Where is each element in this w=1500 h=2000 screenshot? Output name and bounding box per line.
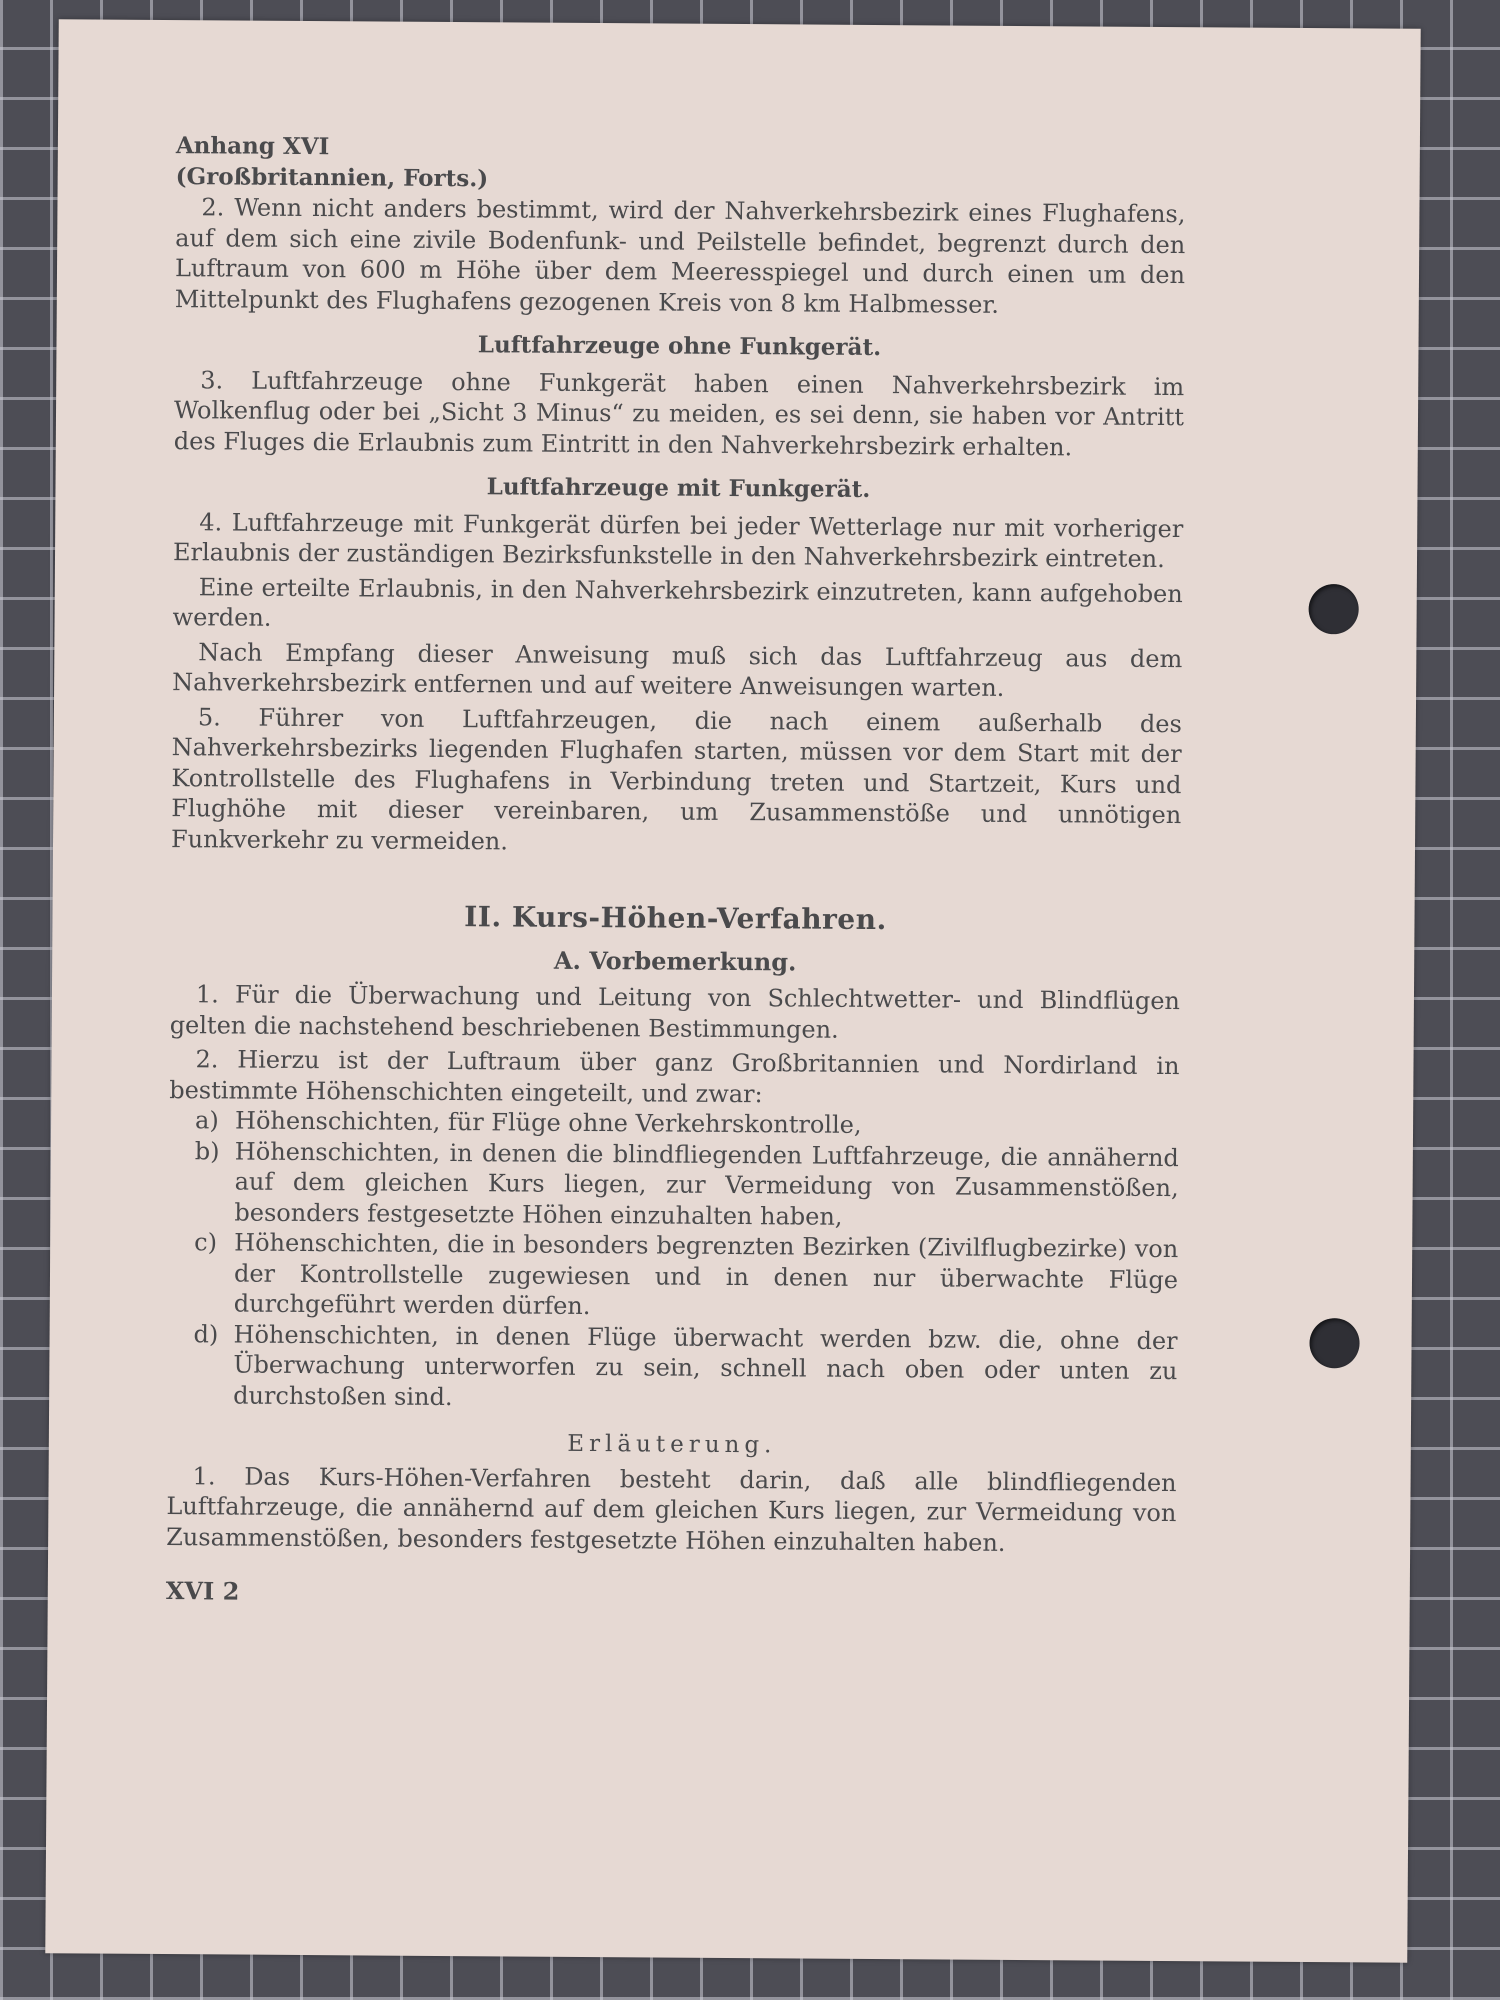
list-item-marker: a) <box>194 1106 219 1135</box>
heading-mit-funkgeraet: Luftfahrzeuge mit Funkgerät. <box>486 473 871 503</box>
list-item-text: Höhenschichten, die in besonders begrenzten Bezirken (Zivilflugbezirke) von der Kontrollstelle zugewiesen und in denen nur überwachte Flüge durchgeführt werden dürfen. <box>233 1228 1179 1321</box>
paragraph-4c: Nach Empfang dieser Anweisung muß sich das Luftfahrzeug aus dem Nahverkehrsbezirk entfernen und auf weitere Anweisungen warten. <box>172 637 1183 702</box>
paragraph-4: 4. Luftfahrzeuge mit Funkgerät dürfen bei jeder Wetterlage nur mit vorheriger Erlaubnis der zuständigen Bezirksfunkstelle in den Nahverkehrsbezirk eintreten. <box>172 507 1184 574</box>
section-paragraph-1: 1. Für die Überwachung und Leitung von Schlechtwetter- und Blindflügen gelten die nachstehend beschriebenen Bestimmungen. <box>169 980 1181 1044</box>
list-item-text: Höhenschichten, in denen Flüge überwacht werden bzw. die, ohne der Überwachung unterworfen zu sein, schnell nach oben oder unten zu durchstoßen sind. <box>233 1320 1178 1411</box>
punch-hole <box>1309 584 1359 634</box>
section-paragraph-2: 2. Hierzu ist der Luftraum über ganz Großbritannien und Nordirland in bestimmte Höhenschichten eingeteilt, und zwar: <box>169 1045 1180 1108</box>
document-page <box>45 19 1420 1962</box>
paragraph-3: 3. Luftfahrzeuge ohne Funkgerät haben einen Nahverkehrsbezirk im Wolkenflug oder bei „Sicht 3 Minus“ zu meiden, es sei denn, sie haben vor Antritt des Fluges die Erlaubnis zum Eintritt in den Nahverkehrsbezirk erhalten. <box>173 365 1185 461</box>
explanation-paragraph-1: 1. Das Kurs-Höhen-Verfahren besteht darin, daß alle blindfliegenden Luftfahrzeuge, die annähernd auf dem gleichen Kurs liegen, zur Vermeidung von Zusammenstößen, besonders festgesetzte Höhen einzuhalten haben. <box>166 1461 1177 1557</box>
explanation-heading: Erläuterung. <box>567 1430 777 1459</box>
page-content <box>166 130 1186 1638</box>
paragraph-2: 2. Wenn nicht anders bestimmt, wird der Nahverkehrsbezirk eines Flughafens, auf dem sich eine zivile Bodenfunk- und Peilstelle befindet, begrenzt durch den Luftraum von 600 m Höhe über dem Meeresspiegel und durch einen um den Mittelpunkt des Flughafens gezogenen Kreis von 8 km Halbmesser. <box>174 193 1186 319</box>
list-item-text: Höhenschichten, in denen die blindfliegenden Luftfahrzeuge, die annähernd auf dem gleichen Kurs liegen, zur Vermeidung von Zusammenstößen, besonders festgesetzte Höhen einzuhalten haben, <box>234 1137 1179 1231</box>
page-mark: XVI 2 <box>165 1576 240 1606</box>
list-item-marker: c) <box>194 1228 218 1257</box>
list-item <box>193 1319 1178 1417</box>
list-item <box>194 1136 1179 1234</box>
section-title: II. Kurs-Höhen-Verfahren. <box>464 900 887 937</box>
heading-ohne-funkgeraet: Luftfahrzeuge ohne Funkgerät. <box>477 331 882 362</box>
list-item-marker: b) <box>194 1136 220 1165</box>
paragraph-5: 5. Führer von Luftfahrzeugen, die nach einem außerhalb des Nahverkehrsbezirks liegenden Flughafen starten, müssen vor dem Start mit der Kontrollstelle des Flughafens in Verbindung treten und Startzeit, Kurs und Flughöhe mit dieser vereinbaren, um Zusammenstöße und unnötigen Funkverkehr zu vermeiden. <box>170 702 1182 855</box>
paragraph-4b: Eine erteilte Erlaubnis, in den Nahverkehrsbezirk einzutreten, kann aufgehoben werden. <box>172 572 1183 632</box>
list-item <box>194 1227 1179 1325</box>
subsection-title: A. Vorbemerkung. <box>553 945 797 976</box>
altitude-layer-list <box>167 1105 1179 1417</box>
appendix-title: Anhang XVI <box>175 132 330 161</box>
punch-hole <box>1309 1318 1359 1368</box>
appendix-subtitle: (Großbritannien, Forts.) <box>175 163 489 193</box>
list-item-text: Höhenschichten, für Flüge ohne Verkehrskontrolle, <box>234 1106 862 1139</box>
list-item-marker: d) <box>193 1319 219 1348</box>
